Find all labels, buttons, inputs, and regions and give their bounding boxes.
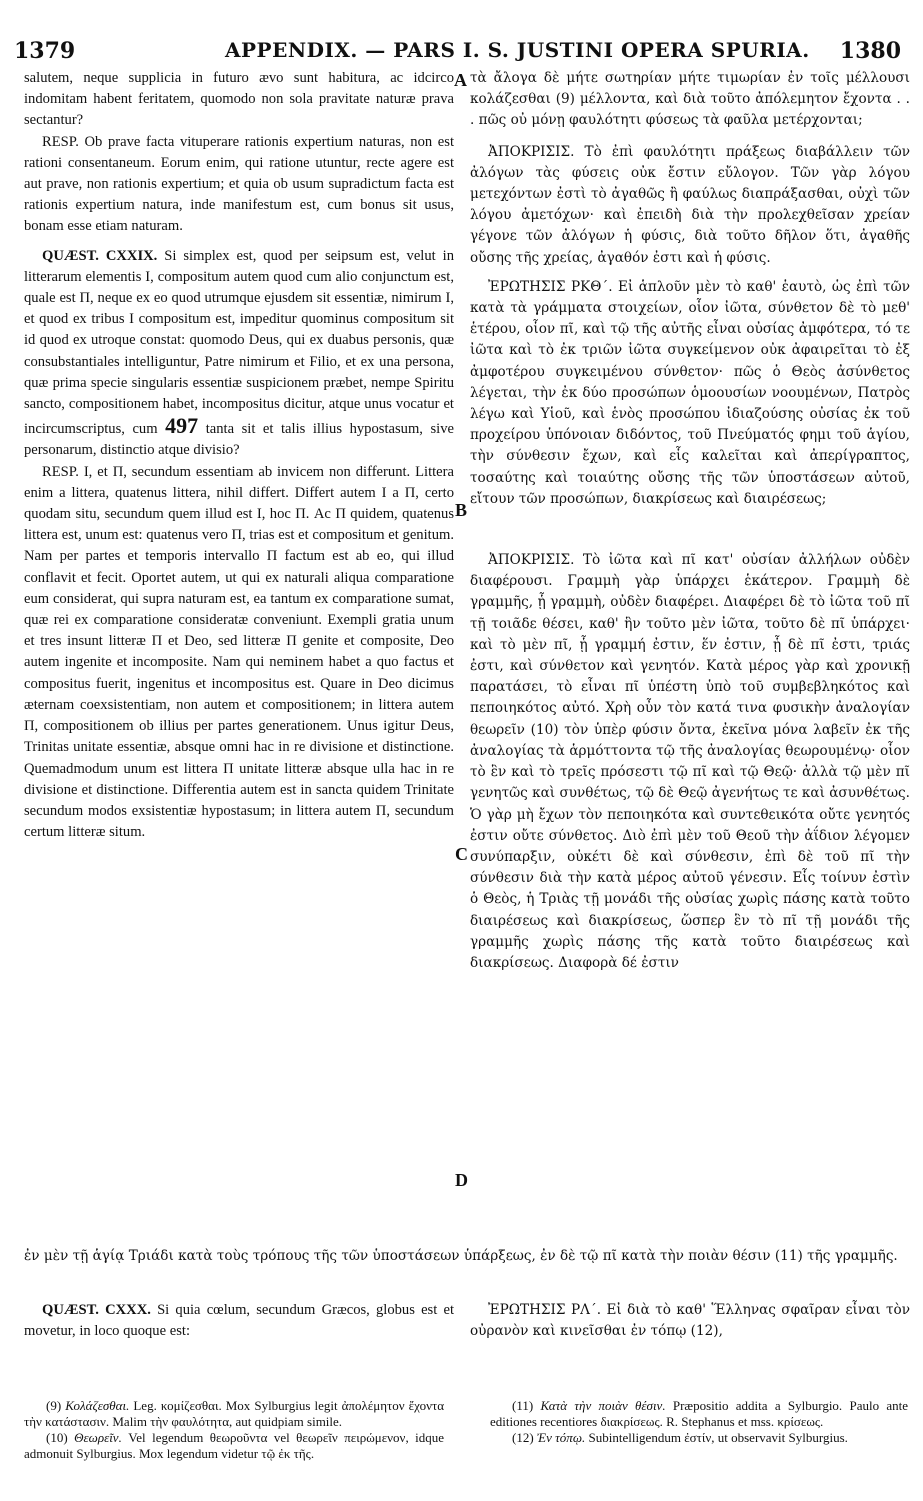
latin-question-130 <box>24 1300 454 1342</box>
margin-marker-d: D <box>455 1170 468 1190</box>
footnote-10: (10) Θεωρεῖν. Vel legendum θεωροῦντα vel θεωρεῖν πειρώμενον, idque admonuit Sylburgius. Mox legendum videtur τῷ ἐκ τῆς. <box>24 1430 445 1461</box>
greek-column <box>470 68 910 974</box>
greek-answer-1: ἈΠΟΚΡΙΣΙΣ. Τὸ ἐπὶ φαυλότητι πράξεως διαβάλλειν τῶν ἀλόγων τὰς φύσεις οὐκ ἔστιν εὔλογον. Τῶν γὰρ λόγου μετεχόντων ἐστὶ τὸ ἀγαθῶς ἢ φαύλως διαπράξασθαι, οὐχὶ τῶν λόγου ἀμετόχων· καὶ ἐπειδὴ διὰ τὴν προλεχθεῖσαν χρείαν γέγονε τῶν ἀλόγων ἡ φύσις, διὰ τοῦτο δῆλον ὅτι, ἀγαθῆς οὔσης τῆς χρείας, ἀγαθόν ἐστι καὶ ἡ φύσις. <box>470 143 910 266</box>
latin-question-129 <box>24 246 454 462</box>
greek-question-129: ἘΡΩΤΗΣΙΣ ΡΚΘ΄. Εἰ ἁπλοῦν μὲν τὸ καθ' ἑαυτὸ, ὡς ἐπὶ τῶν κατὰ τὰ γράμματα στοιχείων, οἷον ἰῶτα, σύνθετον δὲ τὸ μεθ' ἑτέρου, οἷον πῖ, καὶ τῷ τῆς αὐτῆς εἶναι οὐσίας ἀμφότερα, τό τε ἰῶτα καὶ τὸ ἐκ τριῶν ἰῶτα συγκείμενον οὐκ ἀφαιρεῖται τὸ ἐξ ἀμφοτέρου συγκειμένου σύνθετον· πῶς ὁ Θεὸς ἀσύνθετος λέγεται, τὴν ἐκ δύο προσώπων ὁμοουσίων νοουμένων, Πατρὸς λέγω καὶ Υἱοῦ, καὶ ἑνὸς προσώπου ἰδιαζούσης οὐσίας ἐκ τοῦ προχείρου ὑπόνοιαν διδόντος, τοῦ Πνεύματός φημι τοῦ ἁγίου, τὴν σύνθεσιν ἔχων, καὶ εἷς καλεῖται καὶ ἀπερίγραπτος, τοσαύτης καὶ τοιαύτης οὔσης τῆς τῶν ὑποστάσεων αὐτοῦ, εἴτουν τῶν προσώπων, διακρίσεως καὶ διαιρέσεως; <box>470 278 910 507</box>
latin-paragraph-2: RESP. Ob prave facta vituperare rationis expertium naturas, non est rationi consentaneum. Eorum enim, qui ratione utuntur, recte agere est aut prave, non rationis expertium; et quia ob usum supradictum facta est rationis expertium natura, inde manifestum est, cum bonus sit usus, bonam esse etiam naturam. <box>24 133 454 235</box>
latin-answer-129: RESP. I, et Π, secundum essentiam ab invicem non differunt. Littera enim a littera, quatenus littera, nihil differt. Differt autem I a Π, certo quodam situ, secundum quem illud est I, hoc Π. Ac Π quidem, quatenus littera est, unum est: quatenus vero Π, trias est et compositum et genitum. Nam per partes et temporis intervallo Π factum est ab eo, qui illud conflavit et fecit. Oportet autem, ut qui ex naturali aliqua comparatione eum considerat, qui supra naturam est, ea tantum ex comparatione sumat, quæ rei ex comparatione consideratæ conveniunt. Exempli gratia unum et tres insunt litteræ Π et Deo, sed litteræ Π genite et composite, Deo autem ingenite et incomposite. Nam qui neminem habet a quo factus et compositus fuerit, ingenitus et incompositus est. Quare in Deo dicimus æternam coexsistentiam, non autem et compositionem; in littera autem Π, compositionem ob illius per partes generationem. Unus igitur Deus, Trinitas unitate essentiæ, absque omni hac in re divisione et distinctione. Quemadmodum unum est littera Π unitate litteræ absque ulla hac in re divisione et distinctione. Differentia autem est in sancta quidem Trinitate secundum modos exsistentiæ hypostasum; in littera autem Π, secundum certum litteræ situm. <box>24 463 454 841</box>
page-number-left: 1379 <box>14 38 76 64</box>
spanning-greek-line: ἐν μὲν τῇ ἁγίᾳ Τριάδι κατὰ τοὺς τρόπους τῆς τῶν ὑποστάσεων ὑπάρξεως, ἐν δὲ τῷ πῖ κατὰ τὴν ποιὰν θέσιν (11) τῆς γραμμῆς. <box>24 1248 898 1264</box>
margin-marker-c: C <box>455 844 468 864</box>
footnote-12: (12) Ἐν τόπῳ. Subintelligendum ἐστίν, ut observavit Sylburgius. <box>512 1430 848 1445</box>
greek-paragraph-1: τὰ ἄλογα δὲ μήτε σωτηρίαν μήτε τιμωρίαν ἐν τοῖς μέλλουσι κολάζεσθαι (9) μέλλοντα, καὶ διὰ τοῦτο ἀπόλεμητον ἔχοντα . . . πῶς οὐ μόνῃ φαυλότητι φύσεως τὰ φαῦλα μετέρχονται; <box>470 70 910 129</box>
question-heading-130: QUÆST. CXXX. <box>42 1302 151 1318</box>
question-text-130: Si quia cœlum, secundum Græcos, globus est et movetur, in loco quoque est: <box>24 1302 454 1340</box>
footnote-9: (9) Κολάζεσθαι. Leg. κομίζεσθαι. Mox Sylburgius legit ἀπολέμητον ἔχοντα τὴν κατάστασιν. Malim τὴν φαυλότητα, aut quidpiam simile. <box>24 1398 444 1429</box>
latin-paragraph-1: salutem, neque supplicia in futuro ævo sunt habitura, ac idcirco indomitam habent feritatem, quomodo non sola pravitate naturæ prava sectantur? <box>24 70 454 129</box>
question-text-b: tanta sit et talis illius hypostasum, sive personarum, distinctio atque divisio? <box>24 421 454 459</box>
footnote-11: (11) Κατὰ τὴν ποιὰν θέσιν. Præpositio addita a Sylburgio. Paulo ante editiones recentiores διακρίσεως. R. Stephanus et mss. κρίσεως. <box>490 1398 909 1429</box>
footnotes-right <box>490 1398 908 1446</box>
column-number: 497 <box>165 413 199 439</box>
running-title: APPENDIX. — PARS I. S. JUSTINI OPERA SPURIA. <box>225 38 810 62</box>
margin-marker-a: A <box>454 70 467 90</box>
footnotes-left <box>24 1398 444 1462</box>
page-header <box>0 10 923 64</box>
question-heading: QUÆST. CXXIX. <box>42 247 158 264</box>
greek-question-130: ἘΡΩΤΗΣΙΣ ΡΛ΄. Εἰ διὰ τὸ καθ' Ἕλληνας σφαῖραν εἶναι τὸν οὐρανὸν καὶ κινεῖσθαι ἐν τόπῳ (12), <box>470 1302 910 1340</box>
margin-marker-b: B <box>455 500 468 520</box>
page-number-right: 1380 <box>839 38 901 64</box>
question-text-a: Si simplex est, quod per seipsum est, velut in litterarum elementis I, compositum autem quod cum alio conjunctum est, quale est Π, neque ex eo quod utrumque ejusdem sit essentiæ, nimirum I, et quod ex tribus I compositum est, impeditur quominus compositum sit id quod ex utroque constat: quomodo Deus, qui ex duabus personis, quæ consubstantiales intelliguntur, Patre nimirum et Filio, et ex una persona, quæ prima specie singularis essentiæ suspicionem præbet, nempe Spiritu sancto, compositionem habet, incompositus dicitur, atque unus vocatur et incircumscriptus, cum <box>24 247 454 438</box>
greek-answer-129: ἈΠΟΚΡΙΣΙΣ. Τὸ ἰῶτα καὶ πῖ κατ' οὐσίαν ἀλλήλων οὐδὲν διαφέρουσι. Γραμμὴ γὰρ ὑπάρχει ἑκάτερον. Γραμμὴ δὲ γραμμῆς, ᾗ γραμμὴ, οὐδὲν διαφέρει. Διαφέρει δὲ τὸ ἰῶτα τοῦ πῖ τῇ τοιᾶδε θέσει, καθ' ἣν τοῦτο μὲν ἰῶτα, τοῦτο δὲ πῖ ὑπάρχει· καὶ τὸ μὲν πῖ, ᾗ γραμμή ἐστιν, ἕν ἐστιν, ᾗ δὲ πῖ ἐστι, τριάς ἐστι, καὶ σύνθετον καὶ γενητόν. Κατὰ μέρος γὰρ καὶ χρονικῇ παρατάσει, τὸ εἶναι πῖ ὑπέστη ὑπὸ τοῦ συμβεβληκότος καὶ πεποιηκότος αὐτό. Χρὴ οὖν τὸν κατά τινα φυσικὴν ἀναλογίαν θεωρεῖν (10) τὸν ὑπὲρ φύσιν ὄντα, ἐκεῖνα μόνα λαβεῖν ἐκ τῆς ἀναλογίας τὰ ἁρμόττοντα τῷ τῆς ἀναλογίας θεωρουμένῳ· οἷον τὸ ἓν καὶ τὸ τρεῖς πρόσεστι τῷ πῖ καὶ τῷ Θεῷ· ἀλλὰ τῷ μὲν πῖ γενητῶς καὶ συνθέτως, τῷ δὲ Θεῷ ἀγενήτως τε καὶ ἀσυνθέτως. Ὁ γὰρ μὴ ἔχων τὸν πεποιηκότα καὶ συντεθεικότα οὔτε γενητός ἐστιν οὔτε σύνθετος. Διὸ ἐπὶ μὲν τοῦ Θεοῦ τὴν ἀΐδιον λέγομεν συνύπαρξιν, οὐκέτι δὲ καὶ σύνθεσιν, ἐπὶ δὲ τοῦ πῖ τὴν σύνθεσιν διὰ τὴν κατὰ μέρος αὐτοῦ γένεσιν. Εἷς τοίνυν ἐστὶν ὁ Θεὸς, ἡ Τριὰς τῇ μονάδι τῆς οὐσίας χωρὶς πάσης κατὰ τοῦτο διαιρέσεως καὶ διακρίσεως, ὥσπερ ἓν τὸ πῖ τῇ μονάδι τῆς γραμμῆς χωρὶς πάσης τῆς κατὰ τοῦτο διαιρέσεως καὶ διακρίσεως. Διαφορὰ δέ ἐστιν <box>470 552 910 971</box>
latin-column <box>24 68 454 843</box>
